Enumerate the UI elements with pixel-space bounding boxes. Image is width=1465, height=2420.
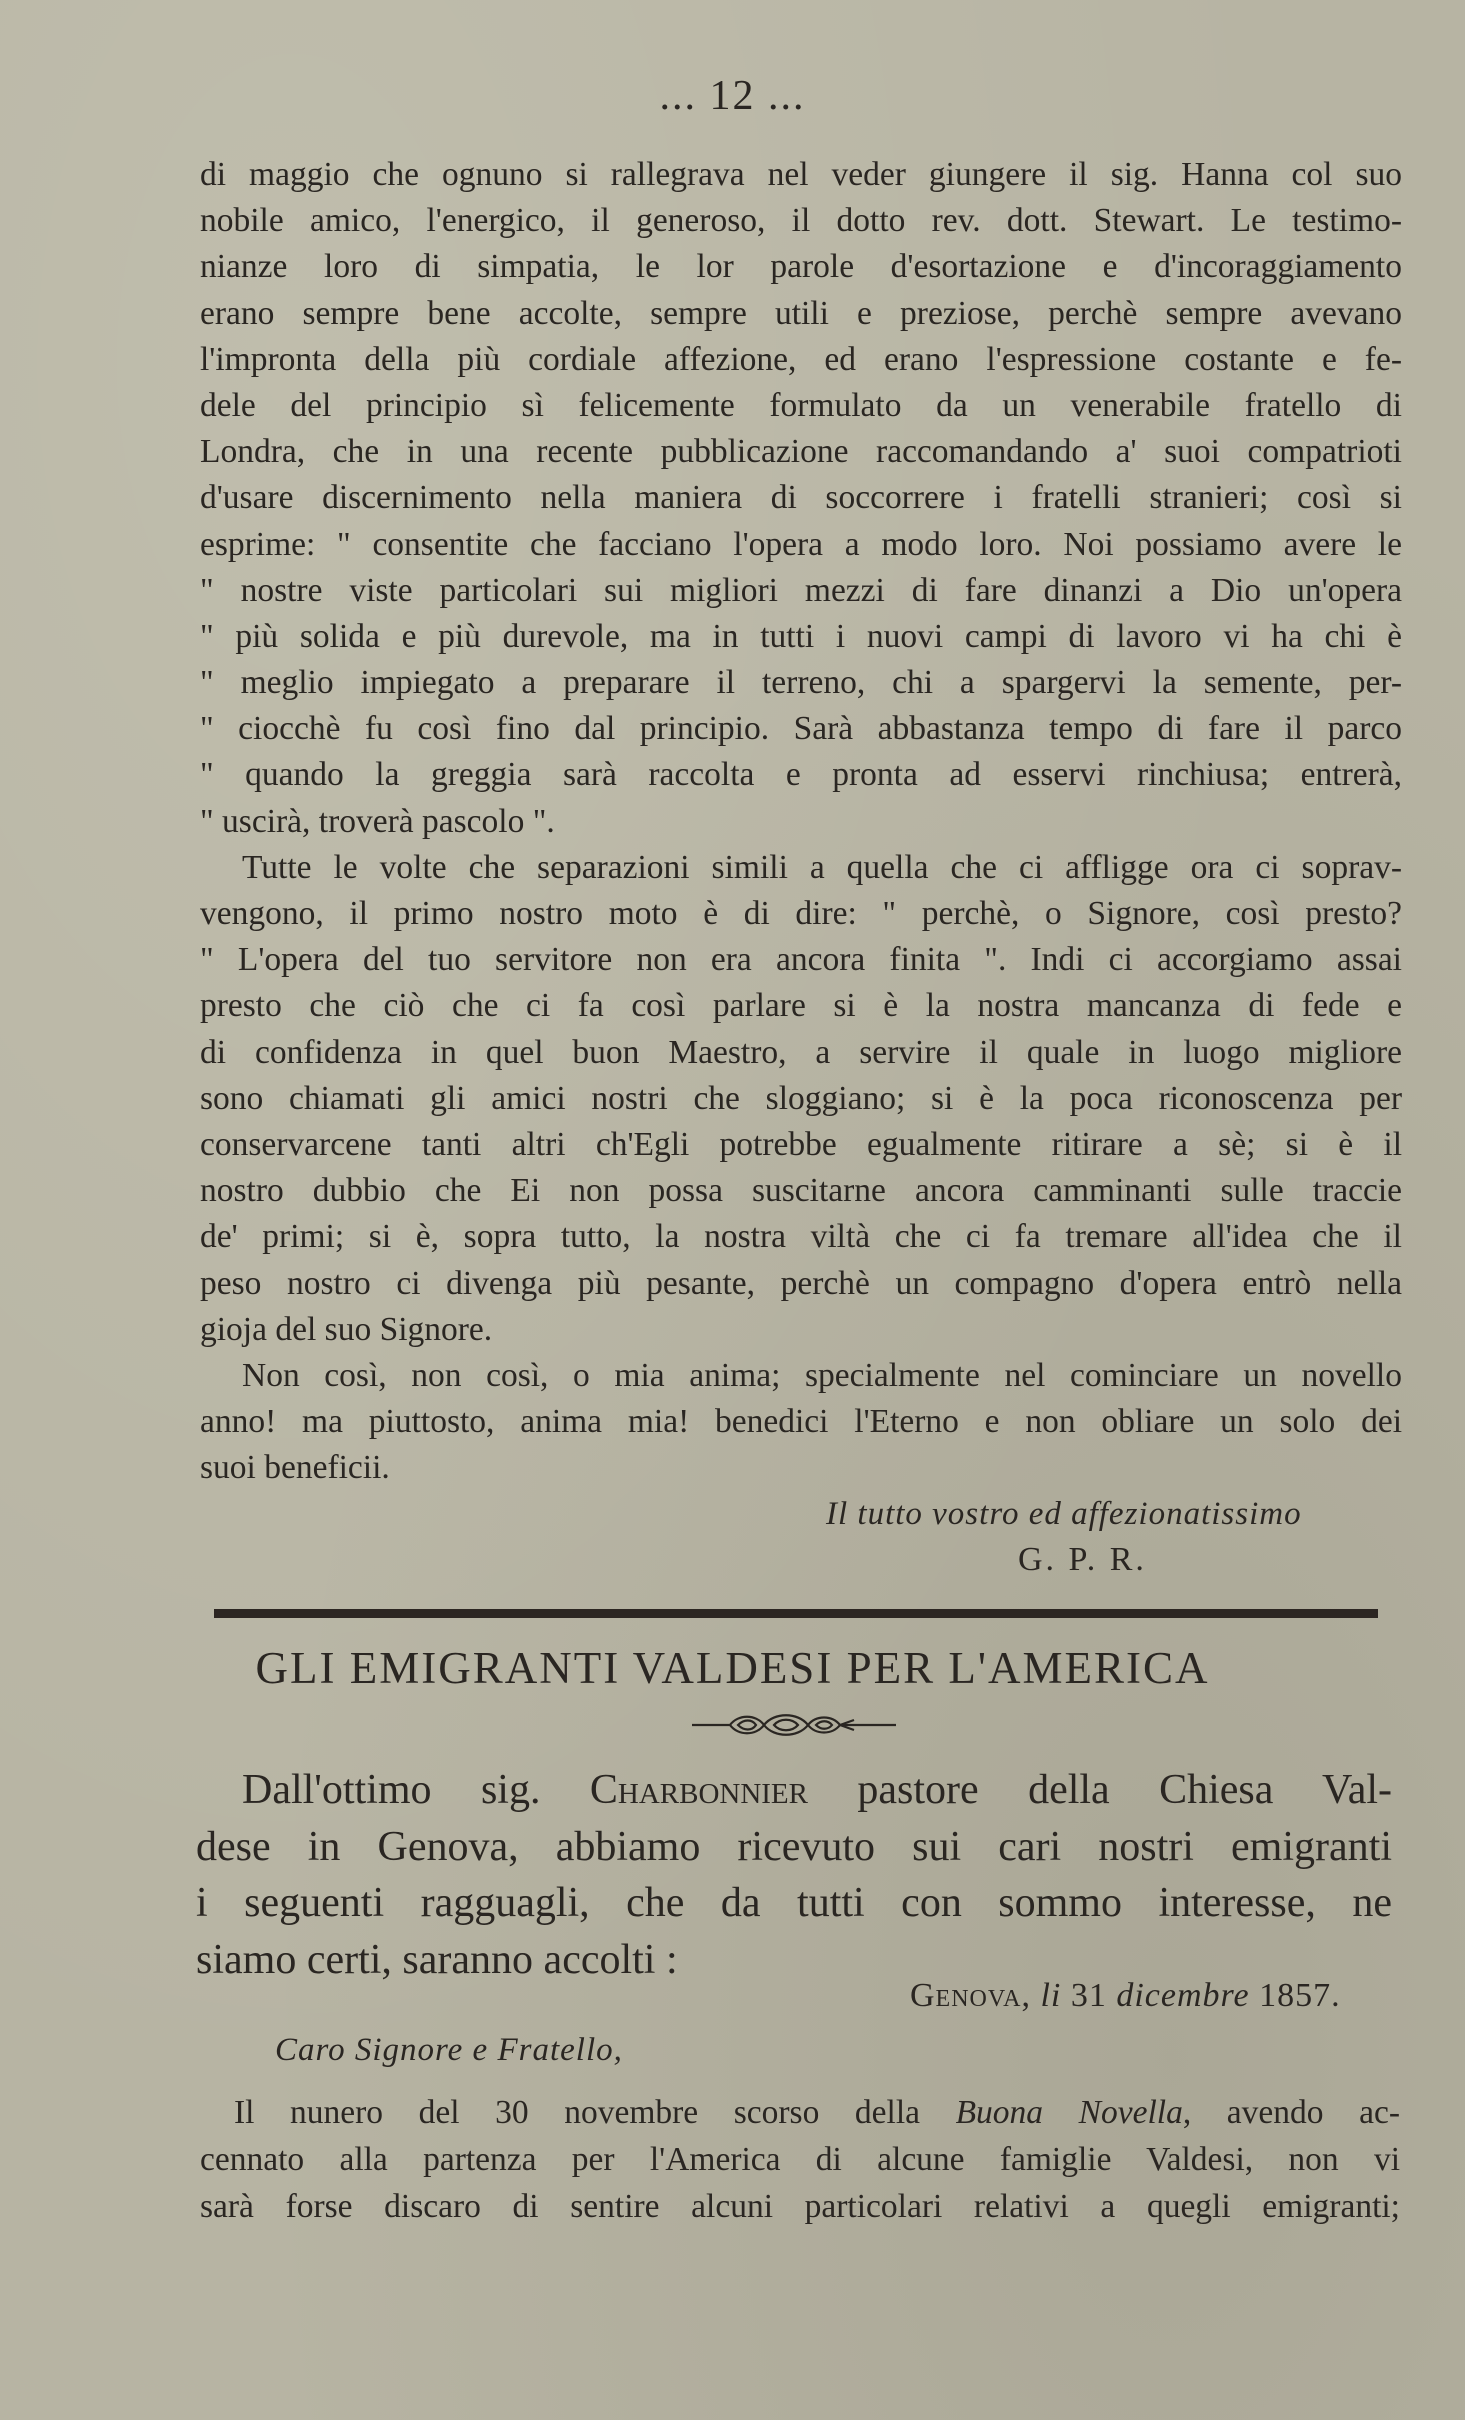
text-line: d'usare discernimento nella maniera di soccorrere i fratelli stranieri; così si bbox=[200, 479, 1402, 517]
letter-salutation: Caro Signore e Fratello, bbox=[275, 2032, 623, 2068]
text-line: " ciocchè fu così fino dal principio. Sarà abbastanza tempo di fare il parco bbox=[200, 710, 1402, 748]
text-line: Non così, non così, o mia anima; specialmente nel cominciare un novello bbox=[242, 1356, 1402, 1394]
intro-line: i seguenti ragguagli, che da tutti con sommo interesse, ne bbox=[196, 1880, 1392, 1926]
letter-dateline bbox=[910, 1977, 1341, 2015]
text-line: " meglio impiegato a preparare il terreno, chi a spargervi la semente, per- bbox=[200, 664, 1402, 702]
text-line: nobile amico, l'energico, il generoso, il dotto rev. dott. Stewart. Le testimo- bbox=[200, 202, 1402, 240]
letter-line: cennato alla partenza per l'America di alcune famiglie Valdesi, non vi bbox=[200, 2141, 1400, 2178]
dateline-li: li bbox=[1040, 1977, 1062, 2014]
letter-line-1b: , avendo ac- bbox=[1182, 2094, 1400, 2131]
text-line: suoi beneficii. bbox=[200, 1449, 390, 1487]
text-line: esprime: " consentite che facciano l'opera a modo loro. Noi possiamo avere le bbox=[200, 525, 1402, 563]
signoff-initials: G. P. R. bbox=[1018, 1541, 1147, 1578]
letter-line bbox=[200, 2089, 1400, 2136]
dateline-day: 31 bbox=[1070, 1977, 1107, 2014]
dateline-year: 1857. bbox=[1259, 1977, 1341, 2014]
text-line: " L'opera del tuo servitore non era ancora finita ". Indi ci accorgiamo assai bbox=[200, 941, 1402, 979]
letter-line-1a: Il nunero del 30 novembre scorso della bbox=[234, 2094, 921, 2131]
text-line: di maggio che ognuno si rallegrava nel veder giungere il sig. Hanna col suo bbox=[200, 156, 1402, 193]
text-line: nostro dubbio che Ei non possa suscitarne ancora camminanti sulle traccie bbox=[200, 1172, 1402, 1210]
text-line: anno! ma piuttosto, anima mia! benedici l'Eterno e non obliare un solo dei bbox=[200, 1403, 1402, 1441]
text-line: conservarcene tanti altri ch'Egli potrebbe egualmente ritirare a sè; si è il bbox=[200, 1125, 1402, 1163]
dateline-place: Genova, bbox=[910, 1977, 1031, 2014]
text-line: Londra, che in una recente pubblicazione raccomandando a' suoi compatrioti bbox=[200, 433, 1402, 471]
text-line: " uscirà, troverà pascolo ". bbox=[200, 802, 555, 840]
text-line: " più solida e più durevole, ma in tutti i nuovi campi di lavoro vi ha chi è bbox=[200, 617, 1402, 655]
text-line: erano sempre bene accolte, sempre utili e preziose, perchè sempre avevano bbox=[200, 294, 1402, 332]
letter-body bbox=[200, 2089, 1400, 2230]
intro-line: dese in Genova, abbiamo ricevuto sui cari nostri emigranti bbox=[196, 1823, 1392, 1870]
publication-title: Buona Novella bbox=[955, 2094, 1183, 2131]
text-line: vengono, il primo nostro moto è di dire: " perchè, o Signore, così presto? bbox=[200, 895, 1402, 932]
section-title: GLI EMIGRANTI VALDESI PER L'AMERICA bbox=[255, 1643, 1210, 1693]
text-line: " nostre viste particolari sui migliori mezzi di fare dinanzi a Dio un'opera bbox=[200, 571, 1402, 609]
text-line: l'impronta della più cordiale affezione, ed erano l'espressione costante e fe- bbox=[200, 340, 1402, 378]
text-line: " quando la greggia sarà raccolta e pronta ad esservi rinchiusa; entrerà, bbox=[200, 756, 1402, 794]
section-intro bbox=[196, 1762, 1392, 1988]
text-line: Tutte le volte che separazioni simili a quella che ci affligge ora ci soprav- bbox=[242, 848, 1402, 886]
text-line: dele del principio sì felicemente formulato da un venerabile fratello di bbox=[200, 386, 1402, 424]
text-line: nianze loro di simpatia, le lor parole d'esortazione e d'incoraggiamento bbox=[200, 248, 1402, 286]
letter-line: sarà forse discaro di sentire alcuni particolari relativi a quegli emigranti; bbox=[200, 2188, 1400, 2225]
intro-line: siamo certi, saranno accolti : bbox=[196, 1936, 678, 1983]
dateline-month: dicembre bbox=[1116, 1977, 1250, 2014]
intro-line: Dall'ottimo sig. Charbonnier pastore della Chiesa Val- bbox=[242, 1767, 1392, 1813]
ornament-icon bbox=[690, 1708, 900, 1747]
page-number: ... 12 ... bbox=[659, 73, 806, 119]
text-line: di confidenza in quel buon Maestro, a servire il quale in luogo migliore bbox=[200, 1033, 1402, 1071]
text-line: de' primi; si è, sopra tutto, la nostra viltà che ci fa tremare all'idea che il bbox=[200, 1218, 1402, 1256]
text-line: sono chiamati gli amici nostri che sloggiano; si è la poca riconoscenza per bbox=[200, 1079, 1402, 1117]
section-divider-rule bbox=[214, 1609, 1378, 1618]
text-line: gioja del suo Signore. bbox=[200, 1310, 493, 1348]
text-line: peso nostro ci divenga più pesante, perchè un compagno d'opera entrò nella bbox=[200, 1264, 1402, 1302]
pastor-name: Charbonnier bbox=[589, 1767, 808, 1813]
text-line: presto che ciò che ci fa così parlare si è la nostra mancanza di fede e bbox=[200, 987, 1402, 1025]
signoff-closing: Il tutto vostro ed affezionatissimo bbox=[826, 1496, 1302, 1532]
article-body bbox=[200, 152, 1402, 1491]
